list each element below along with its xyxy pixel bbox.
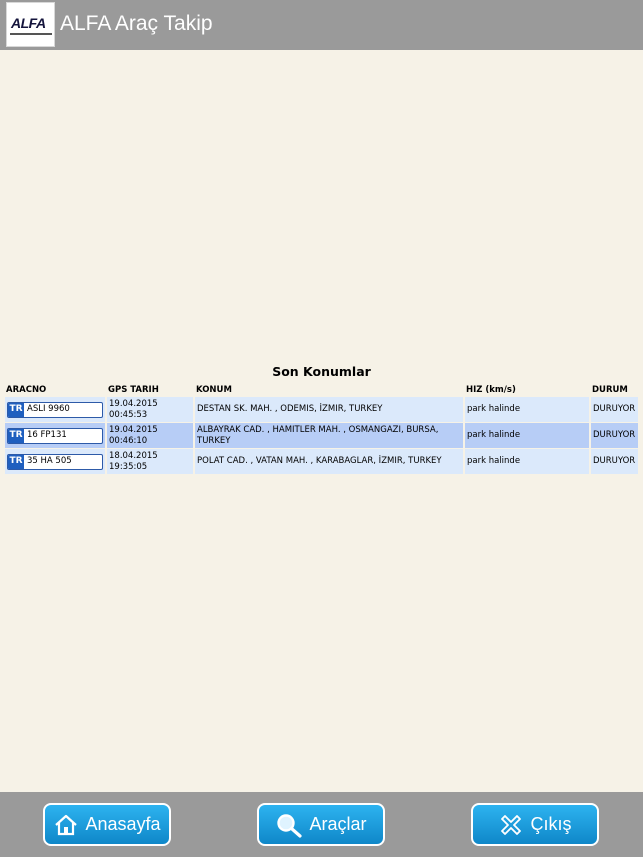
top-bar bbox=[0, 0, 643, 50]
plate-number: 35 HA 505 bbox=[27, 456, 72, 466]
location-cell: DESTAN SK. MAH. , ODEMIS, İZMIR, TURKEY bbox=[195, 397, 463, 422]
speed-cell: park halinde bbox=[465, 397, 589, 422]
location-cell: ALBAYRAK CAD. , HAMITLER MAH. , OSMANGAZI, BURSA, TURKEY bbox=[195, 423, 463, 448]
exit-button-label: Çıkış bbox=[530, 814, 572, 834]
close-icon bbox=[498, 812, 524, 838]
speed-cell: park halinde bbox=[465, 449, 589, 474]
column-header-status: DURUM bbox=[592, 385, 628, 395]
alfa-logo bbox=[6, 2, 55, 47]
vehicle-cell bbox=[5, 397, 105, 422]
gps-date: 19.04.2015 bbox=[109, 398, 158, 409]
home-icon bbox=[53, 812, 79, 838]
app-title: ALFA Araç Takip bbox=[60, 12, 213, 35]
home-button-label: Anasayfa bbox=[85, 814, 161, 834]
speed-cell: park halinde bbox=[465, 423, 589, 448]
section-title: Son Konumlar bbox=[272, 364, 371, 379]
plate-number: 16 FP131 bbox=[27, 430, 67, 440]
license-plate[interactable] bbox=[7, 454, 103, 470]
gps-date: 18.04.2015 bbox=[109, 450, 158, 461]
gps-time: 00:46:10 bbox=[109, 435, 148, 446]
status-cell: DURUYOR bbox=[591, 423, 638, 448]
last-locations-table bbox=[3, 381, 640, 475]
plate-country-code: TR bbox=[8, 455, 24, 469]
plate-number: ASLI 9960 bbox=[27, 404, 70, 414]
gps-date-cell bbox=[107, 449, 193, 474]
table-header-row bbox=[5, 382, 638, 396]
table-row[interactable] bbox=[5, 449, 638, 474]
vehicles-button[interactable] bbox=[257, 803, 385, 846]
status-cell: DURUYOR bbox=[591, 397, 638, 422]
column-header-location: KONUM bbox=[196, 385, 232, 395]
gps-date: 19.04.2015 bbox=[109, 424, 158, 435]
search-icon bbox=[275, 812, 303, 838]
vehicle-cell bbox=[5, 449, 105, 474]
bottom-nav-bar bbox=[0, 792, 643, 857]
license-plate[interactable] bbox=[7, 428, 103, 444]
location-cell: POLAT CAD. , VATAN MAH. , KARABAGLAR, İZMIR, TURKEY bbox=[195, 449, 463, 474]
gps-date-cell bbox=[107, 423, 193, 448]
gps-time: 00:45:53 bbox=[109, 409, 148, 420]
plate-country-code: TR bbox=[8, 403, 24, 417]
table-row[interactable] bbox=[5, 423, 638, 448]
column-header-speed: HIZ (km/s) bbox=[466, 385, 516, 395]
license-plate[interactable] bbox=[7, 402, 103, 418]
status-cell: DURUYOR bbox=[591, 449, 638, 474]
plate-country-code: TR bbox=[8, 429, 24, 443]
logo-underline bbox=[10, 33, 52, 35]
exit-button[interactable] bbox=[471, 803, 599, 846]
table-row[interactable] bbox=[5, 397, 638, 422]
column-header-vehicle: ARACNO bbox=[6, 385, 47, 395]
gps-date-cell bbox=[107, 397, 193, 422]
gps-time: 19:35:05 bbox=[109, 461, 148, 472]
vehicle-cell bbox=[5, 423, 105, 448]
logo-text: ALFA bbox=[11, 15, 46, 31]
column-header-gps-date: GPS TARIH bbox=[108, 385, 159, 395]
home-button[interactable] bbox=[43, 803, 171, 846]
vehicles-button-label: Araçlar bbox=[309, 814, 367, 834]
